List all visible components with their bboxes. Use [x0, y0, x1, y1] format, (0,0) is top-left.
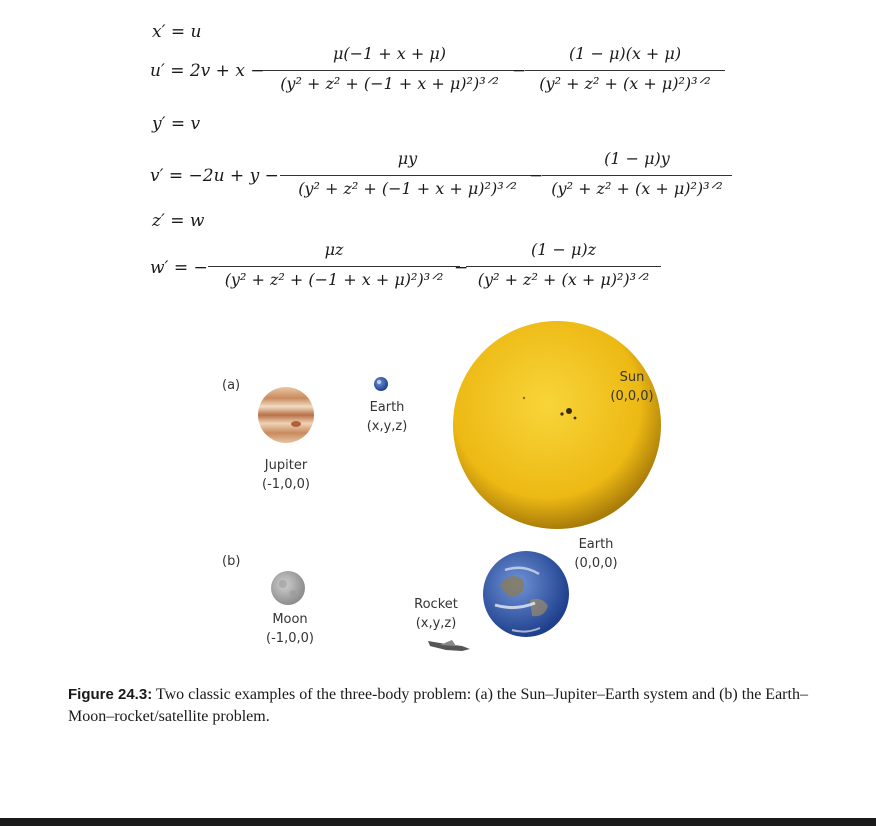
eq-y-prime: y′ = v: [152, 114, 201, 134]
jupiter-coords: (-1,0,0): [262, 477, 310, 492]
eq-u-term2-denominator: (y² + z² + (x + μ)²)³ᐟ²: [539, 74, 711, 93]
eq-w-term2-numerator: (1 − μ)z: [530, 240, 597, 259]
earth-b-coords: (0,0,0): [574, 556, 618, 571]
earth-a-name: Earth: [369, 400, 405, 415]
sun-name: Sun: [619, 370, 645, 385]
earth-small-planet: [374, 377, 388, 391]
eq-x-prime: x′ = u: [152, 22, 202, 42]
sun-coords: (0,0,0): [610, 389, 654, 404]
eq-v-term1-denominator: (y² + z² + (−1 + x + μ)²)³ᐟ²: [298, 179, 517, 198]
panel-b-label: (b): [222, 554, 241, 569]
minus-sign: −: [454, 258, 469, 278]
eq-u-term1-denominator: (y² + z² + (−1 + x + μ)²)³ᐟ²: [280, 74, 499, 93]
minus-sign: −: [529, 166, 544, 186]
eq-w-term2-denominator: (y² + z² + (x + μ)²)³ᐟ²: [477, 270, 650, 289]
sun-star: [453, 321, 661, 529]
eq-w-term1-denominator: (y² + z² + (−1 + x + μ)²)³ᐟ²: [224, 270, 444, 289]
eq-v-term2-numerator: (1 − μ)y: [604, 149, 670, 168]
jupiter-label: [254, 456, 318, 494]
moon-label: [258, 610, 322, 648]
bottom-edge-bar: [0, 818, 876, 826]
moon-body: [271, 571, 305, 605]
sun-label: [608, 368, 656, 406]
rocket-label: [405, 595, 467, 633]
jupiter-name: Jupiter: [264, 458, 308, 473]
moon-name: Moon: [272, 612, 308, 627]
moon-coords: (-1,0,0): [266, 631, 314, 646]
earth-b-name: Earth: [578, 537, 614, 552]
rocket-coords: (x,y,z): [415, 616, 457, 631]
rocket-name: Rocket: [414, 597, 458, 612]
earth-a-label: [360, 398, 414, 436]
eq-u-prime-lhs: u′ = 2v + x −: [150, 61, 265, 81]
minus-sign: −: [512, 61, 527, 81]
earth-a-coords: (x,y,z): [366, 419, 408, 434]
jupiter-planet: [258, 387, 314, 443]
eq-v-prime-lhs: v′ = −2u + y −: [150, 166, 279, 186]
earth-large-planet: [483, 551, 569, 637]
eq-v-term2-denominator: (y² + z² + (x + μ)²)³ᐟ²: [551, 179, 723, 198]
eq-v-term1-numerator: μy: [397, 149, 418, 168]
eq-u-term1-numerator: μ(−1 + x + μ): [332, 44, 447, 63]
eq-w-term1-numerator: μz: [324, 240, 344, 259]
figure-caption-label: Figure 24.3:: [68, 686, 153, 703]
eq-z-prime: z′ = w: [152, 211, 205, 231]
earth-b-label: [574, 535, 618, 573]
panel-a-label: (a): [222, 378, 241, 393]
rocket-satellite: [428, 640, 470, 651]
eq-u-term2-numerator: (1 − μ)(x + μ): [568, 44, 682, 63]
eq-w-prime-lhs: w′ = −: [150, 258, 208, 278]
figure-caption-text: Two classic examples of the three-body problem: (a) the Sun–Jupiter–Earth system and (b) the Earth–Moon–rocket/satellite problem.: [68, 686, 808, 725]
figure-caption: [68, 684, 828, 728]
